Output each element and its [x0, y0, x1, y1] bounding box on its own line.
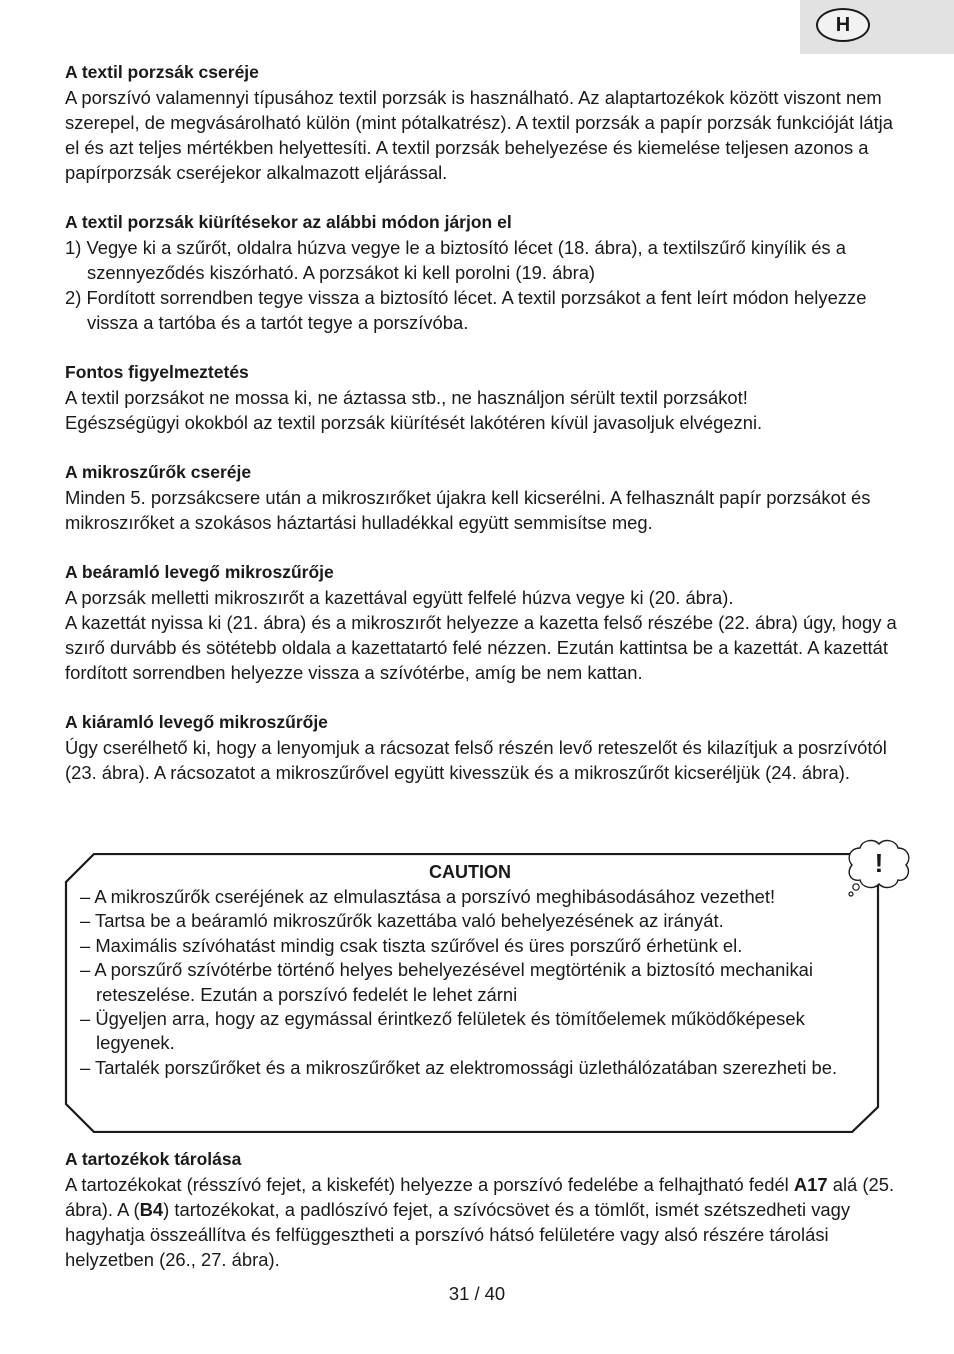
list-item: 1) Vegye ki a szűrőt, oldalra húzva vegye le a biztosító lécet (18. ábra), a textilszűrő kinyílik és a szennyeződés kiszórható. A porzsákot ki kell porolni (19. ábra) — [65, 237, 846, 283]
part-reference: B4 — [139, 1199, 164, 1220]
caution-item: – A porszűrő szívótérbe történő helyes behelyezésével megtörténik a biztosító mechanikai reteszelése. Ezután a porszívó fedelét le lehet zárni — [80, 959, 813, 1005]
section-heading: Fontos figyelmeztetés — [65, 362, 249, 382]
exclamation-cloud-icon — [846, 838, 912, 900]
section-emptying — [65, 210, 905, 335]
section-textile-bag — [65, 60, 905, 185]
list-item: 2) Fordított sorrendben tegye vissza a biztosító lécet. A textil porzsákot a fent leírt módon helyezze vissza a tartóba és a tartót tegye a porszívóba. — [65, 287, 867, 333]
text-run: A tartozékokat (résszívó fejet, a kiskefét) helyezze a porszívó fedelébe a felhajtható fedél — [65, 1174, 794, 1195]
main-content — [65, 60, 905, 810]
paragraph — [65, 1172, 905, 1272]
paragraph: A kazettát nyissa ki (21. ábra) és a mikroszırőt helyezze a kazetta felső részébe (22. ábra) úgy, hogy a szırő durvább és sötétebb oldala a kazettatartó felé nézzen. Ezután kattintsa be a kazettát. A kazettát fordított sorrendben helyezze vissza a szívótérbe, amíg be nem kattan. — [65, 612, 897, 683]
section-heading: A mikroszűrők cseréje — [65, 462, 252, 482]
text-run: alá (25. ábra). A ( — [65, 1174, 895, 1220]
caution-title: CAUTION — [429, 862, 511, 882]
part-reference: A17 — [793, 1174, 828, 1195]
paragraph: A porzsák melletti mikroszırőt a kazettával együtt felfelé húzva vegye ki (20. ábra). — [65, 587, 734, 608]
section-outlet-microfilter — [65, 710, 905, 785]
caution-item: – Tartalék porszűrőket és a mikroszűrőket az elektromossági üzlethálózatában szerezheti be. — [80, 1056, 838, 1078]
section-heading: A kiáramló levegő mikroszűrője — [65, 712, 328, 732]
paragraph: Egészségügyi okokból az textil porzsák kiürítését lakótéren kívül javasoljuk elvégezni. — [65, 412, 763, 433]
paragraph: A textil porzsákot ne mossa ki, ne áztassa stb., ne használjon sérült textil porzsákot! — [65, 387, 748, 408]
paragraph: Úgy cserélhető ki, hogy a lenyomjuk a rácsozat felső részén levő reteszelőt és kilazítjuk a posrzívótól (23. ábra). A rácsozatot a mikroszűrővel együtt kivesszük és a mikroszűrőt kicseréljük (24. ábra). — [65, 737, 887, 783]
caution-item: – Tartsa be a beáramló mikroszűrők kazettába való behelyezésének az irányát. — [80, 910, 724, 932]
caution-box — [64, 853, 880, 1133]
section-microfilter-replacement — [65, 460, 905, 535]
caution-item: – A mikroszűrők cseréjének az elmulasztása a porszívó meghibásodásához vezethet! — [80, 886, 776, 907]
section-inlet-microfilter — [65, 560, 905, 685]
page-number: 31 / 40 — [448, 1283, 506, 1304]
language-tab — [800, 0, 954, 54]
paragraph: Minden 5. porzsákcsere után a mikroszırőket újakra kell kicserélni. A felhasznált papír porzsákot és mikroszırőket a szokásos háztartási hulladékkal együtt semmisítse meg. — [65, 487, 871, 533]
storage-section — [65, 1147, 905, 1272]
caution-item: – Maximális szívóhatást mindig csak tiszta szűrővel és üres porszűrő érhetünk el. — [80, 934, 743, 956]
caution-list — [80, 885, 840, 1080]
svg-text:!: ! — [874, 848, 884, 878]
section-heading: A tartozékok tárolása — [65, 1149, 242, 1169]
section-heading: A textil porzsák cseréje — [65, 62, 259, 82]
caution-item: – Ügyeljen arra, hogy az egymással érintkező felületek és tömítőelemek működőképesek legyenek. — [80, 1008, 805, 1054]
section-heading: A textil porzsák kiürítésekor az alábbi módon járjon el — [65, 212, 512, 232]
language-badge: H — [816, 8, 870, 42]
text-run: ) tartozékokat, a padlószívó fejet, a szívócsövet és a tömlőt, ismét szétszedheti vagy hagyhatja összeállítva és felfüggesztheti a porszívó hátsó felületére vagy alsó részére tárolási helyzetben (26., 27. ábra). — [65, 1199, 851, 1270]
paragraph: A porszívó valamennyi típusához textil porzsák is használható. Az alaptartozékok között viszont nem szerepel, de megvásárolható külön (mint pótalkatrész). A textil porzsák a papír porzsák funkcióját látja el és azt teljes mértékben helyettesíti. A textil porzsák behelyezése és kiemelése teljesen azonos a papírporzsák cseréjekor alkalmazott eljárással. — [65, 87, 893, 183]
section-important-warning — [65, 360, 905, 435]
section-heading: A beáramló levegő mikroszűrője — [65, 562, 334, 582]
